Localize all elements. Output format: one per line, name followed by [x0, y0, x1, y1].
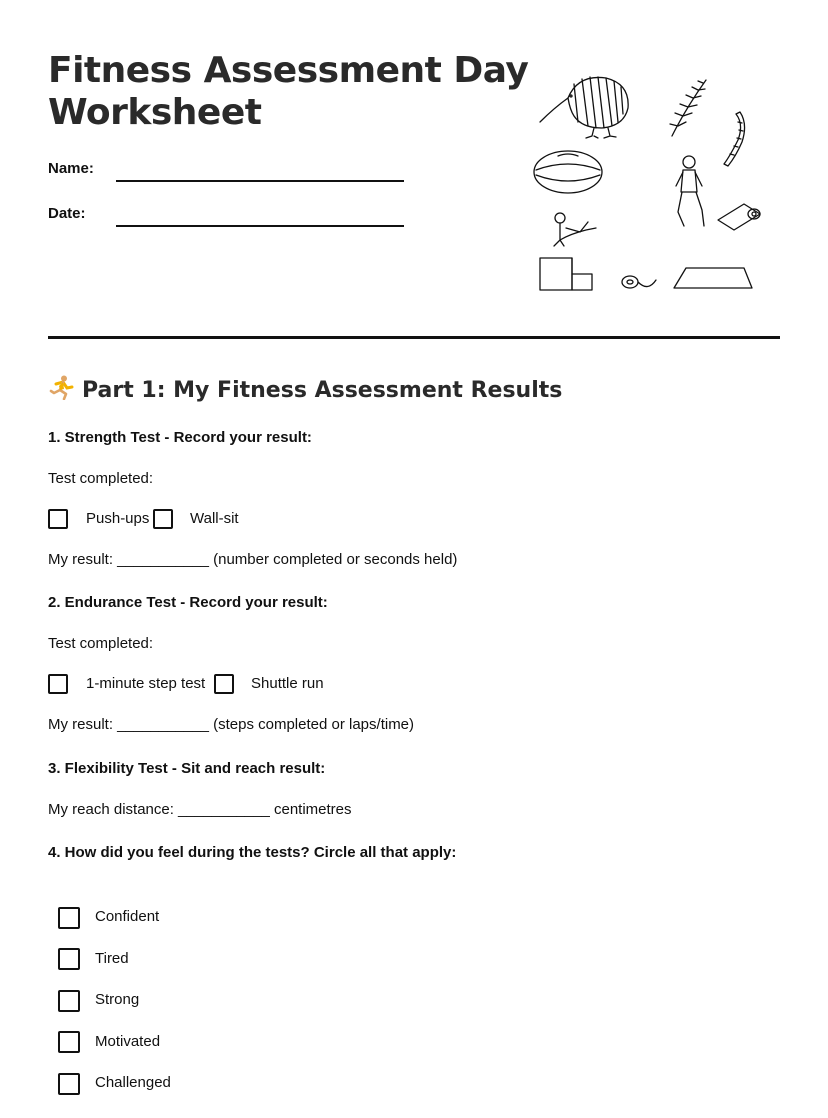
q1-result[interactable]: My result: ___________ (number completed or seconds held) [48, 551, 458, 568]
yoga-mat-icon [718, 204, 760, 230]
step-test-checkbox[interactable] [48, 674, 68, 694]
fern-icon [670, 80, 706, 136]
q2-result[interactable]: My result: ___________ (steps completed or laps/time) [48, 716, 415, 733]
feeling-label-strong: Strong [95, 991, 140, 1008]
part1-title: Part 1: My Fitness Assessment Results [82, 378, 563, 403]
q2-heading: 2. Endurance Test - Record your result: [48, 594, 328, 611]
running-person-icon [48, 374, 74, 400]
shuttle-run-label: Shuttle run [251, 675, 324, 692]
worksheet-title [48, 50, 528, 134]
measuring-tape-icon [724, 112, 745, 166]
header-divider [48, 336, 780, 339]
title-line-2: Worksheet [48, 92, 262, 133]
feeling-checkbox-strong[interactable] [58, 990, 80, 1012]
feeling-label-motivated: Motivated [95, 1033, 161, 1050]
pushups-label: Push-ups [86, 510, 150, 527]
wallsit-label: Wall-sit [190, 510, 239, 527]
feeling-checkbox-challenged[interactable] [58, 1073, 80, 1095]
date-label: Date: [48, 205, 86, 222]
rugby-ball-icon [534, 151, 602, 193]
gym-mat-icon [674, 268, 752, 288]
standing-person-icon [676, 156, 704, 226]
q3-heading: 3. Flexibility Test - Sit and reach result: [48, 760, 326, 777]
feeling-label-tired: Tired [95, 950, 129, 967]
feeling-label-challenged: Challenged [95, 1074, 171, 1091]
q1-test-completed-label: Test completed: [48, 470, 154, 487]
feeling-checkbox-motivated[interactable] [58, 1031, 80, 1053]
plyo-box-icon [540, 258, 592, 290]
feeling-label-confident: Confident [95, 908, 160, 925]
q1-heading: 1. Strength Test - Record your result: [48, 429, 312, 446]
stretching-person-icon [554, 213, 596, 246]
date-field-line[interactable] [116, 225, 404, 227]
q2-test-completed-label: Test completed: [48, 635, 154, 652]
q3-result[interactable]: My reach distance: ___________ centimetres [48, 801, 352, 818]
title-line-1: Fitness Assessment Day [48, 50, 529, 91]
fitness-illustrations [530, 70, 770, 300]
wallsit-checkbox[interactable] [153, 509, 173, 529]
pushups-checkbox[interactable] [48, 509, 68, 529]
shuttle-run-checkbox[interactable] [214, 674, 234, 694]
part1-heading [48, 374, 562, 403]
kiwi-bird-icon [540, 77, 628, 138]
q4-heading: 4. How did you feel during the tests? Circle all that apply: [48, 844, 457, 861]
name-field-line[interactable] [116, 180, 404, 182]
feeling-checkbox-confident[interactable] [58, 907, 80, 929]
step-test-label: 1-minute step test [86, 675, 206, 692]
name-label: Name: [48, 160, 94, 177]
feeling-checkbox-tired[interactable] [58, 948, 80, 970]
tape-roll-icon [622, 276, 656, 288]
